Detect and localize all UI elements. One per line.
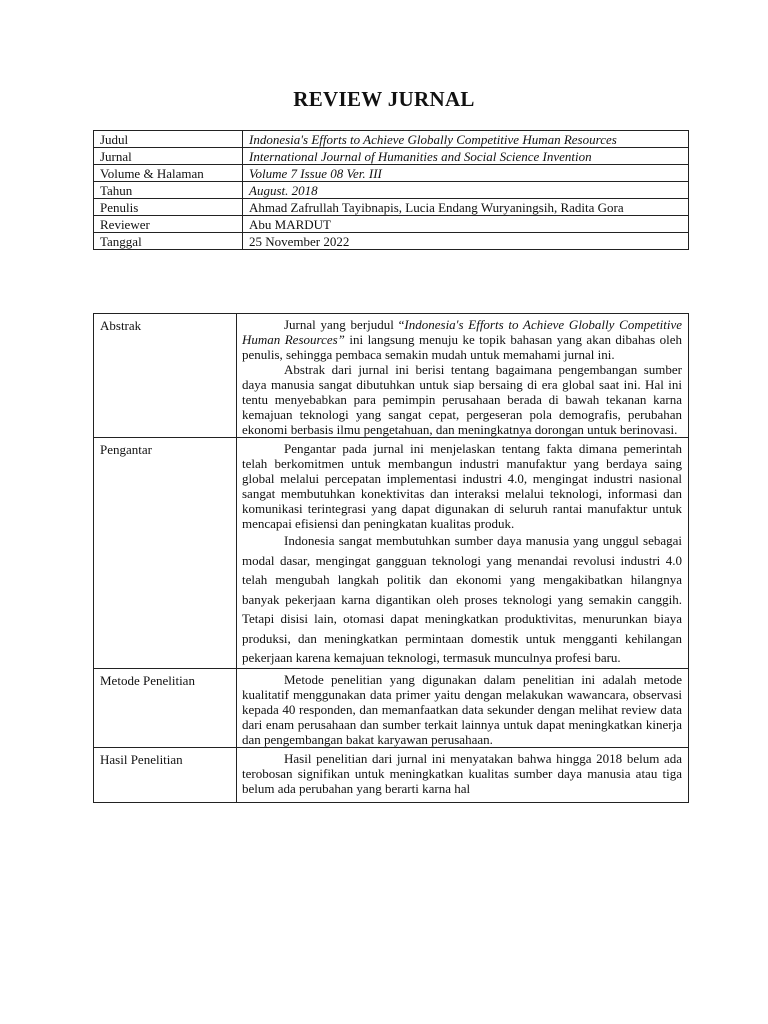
table-row xyxy=(94,668,689,747)
reviewer-value: Abu MARDUT xyxy=(243,216,689,233)
table-row xyxy=(94,148,689,165)
hasil-clip xyxy=(242,751,682,802)
penulis-value: Ahmad Zafrullah Tayibnapis, Lucia Endang Wuryaningsih, Radita Gora xyxy=(243,199,689,216)
table-row xyxy=(94,165,689,182)
journal-info-table xyxy=(93,130,689,250)
table-row xyxy=(94,747,689,802)
pengantar-paragraph-2: Indonesia sangat membutuhkan sumber daya manusia yang unggul sebagai modal dasar, mengingat gangguan teknologi yang menandai revolusi industri 4.0 telah mengubah langkah politik dan ekonomi yang mengakibatkan hilangnya banyak pekerjaan karna digantikan oleh proses teknologi yang semakin canggih. Tetapi disisi lain, otomasi dapat meningkatkan produktivitas, menurunkan biaya produksi, dan meningkatkan permintaan domestik untuk mengganti kehilangan pekerjaan karena kemajuan teknologi, termasuk munculnya profesi baru. xyxy=(242,533,682,665)
penulis-label: Penulis xyxy=(94,199,243,216)
tahun-label: Tahun xyxy=(94,182,243,199)
jurnal-value: International Journal of Humanities and Social Science Invention xyxy=(243,148,689,165)
judul-label: Judul xyxy=(94,131,243,148)
metode-paragraph-1: Metode penelitian yang digunakan dalam penelitian ini adalah metode kualitatif menggunakan data primer yaitu dengan melakukan wawancara, observasi kepada 40 responden, dan memanfaatkan data sekunder dengan melihat review data dari enam perusahaan dan sumber terkait lainnya untuk dapat meningkatkan kinerja dan pengembangan bakat karyawan perusahaan. xyxy=(242,671,682,747)
volume-label: Volume & Halaman xyxy=(94,165,243,182)
abstrak-content xyxy=(237,314,689,438)
abstrak-journal-title: Indonesia's Efforts to Achieve Globally Competitive Human Resources” xyxy=(242,317,682,347)
pengantar-label: Pengantar xyxy=(94,438,237,669)
table-row xyxy=(94,438,689,669)
hasil-paragraph-1: Hasil penelitian dari jurnal ini menyatakan bahwa hingga 2018 belum ada terobosan signifikan untuk meningkatkan kualitas sumber daya manusia atau tiga belum ada perubahan yang berarti karna hal xyxy=(242,750,682,796)
abstrak-paragraph-2: Abstrak dari jurnal ini berisi tentang bagaimana pengembangan sumber daya manusia sangat dibutuhkan untuk siap bersaing di era global saat ini. Hal ini tentu menyebabkan para pemimpin perusahaan berada di bawah tekanan karna kemajuan teknologi yang sangat cepat, pergeseran pola demografis, perubahan ekonomi berbasis ilmu pengetahuan, dan meningkatnya dorongan untuk berinovasi. xyxy=(242,362,682,437)
table-row xyxy=(94,233,689,250)
jurnal-label: Jurnal xyxy=(94,148,243,165)
review-table xyxy=(93,313,689,803)
hasil-content xyxy=(237,747,689,802)
page-title: REVIEW JURNAL xyxy=(293,87,475,111)
metode-label: Metode Penelitian xyxy=(94,668,237,747)
abstrak-paragraph-1: Jurnal yang berjudul “Indonesia's Efforts to Achieve Globally Competitive Human Resources” ini langsung menuju ke topik bahasan yang akan dibahas oleh penulis, sehingga pembaca semakin mudah untuk memahami jurnal ini. xyxy=(242,317,682,362)
judul-value: Indonesia's Efforts to Achieve Globally Competitive Human Resources xyxy=(243,131,689,148)
abstrak-label: Abstrak xyxy=(94,314,237,438)
table-row xyxy=(94,182,689,199)
reviewer-label: Reviewer xyxy=(94,216,243,233)
table-row xyxy=(94,199,689,216)
table-row xyxy=(94,216,689,233)
table-row xyxy=(94,314,689,438)
pengantar-paragraph-1: Pengantar pada jurnal ini menjelaskan tentang fakta dimana pemerintah telah berkomitmen untuk membangun industri manufaktur yang berdaya saing global melalui percepatan implementasi industri 4.0, mengingat industri nasional sangat membutuhkan konektivitas dan interaksi melalui teknologi, informasi dan komunikasi terintegrasi yang dapat digunakan di seluruh rantai manufaktur untuk mencapai efisiensi dan peningkatan kualitas produk. xyxy=(242,441,682,531)
tahun-value: August. 2018 xyxy=(243,182,689,199)
hasil-label: Hasil Penelitian xyxy=(94,747,237,802)
volume-value: Volume 7 Issue 08 Ver. III xyxy=(243,165,689,182)
pengantar-content xyxy=(237,438,689,669)
table-row xyxy=(94,131,689,148)
metode-content xyxy=(237,668,689,747)
tanggal-value: 25 November 2022 xyxy=(243,233,689,250)
tanggal-label: Tanggal xyxy=(94,233,243,250)
